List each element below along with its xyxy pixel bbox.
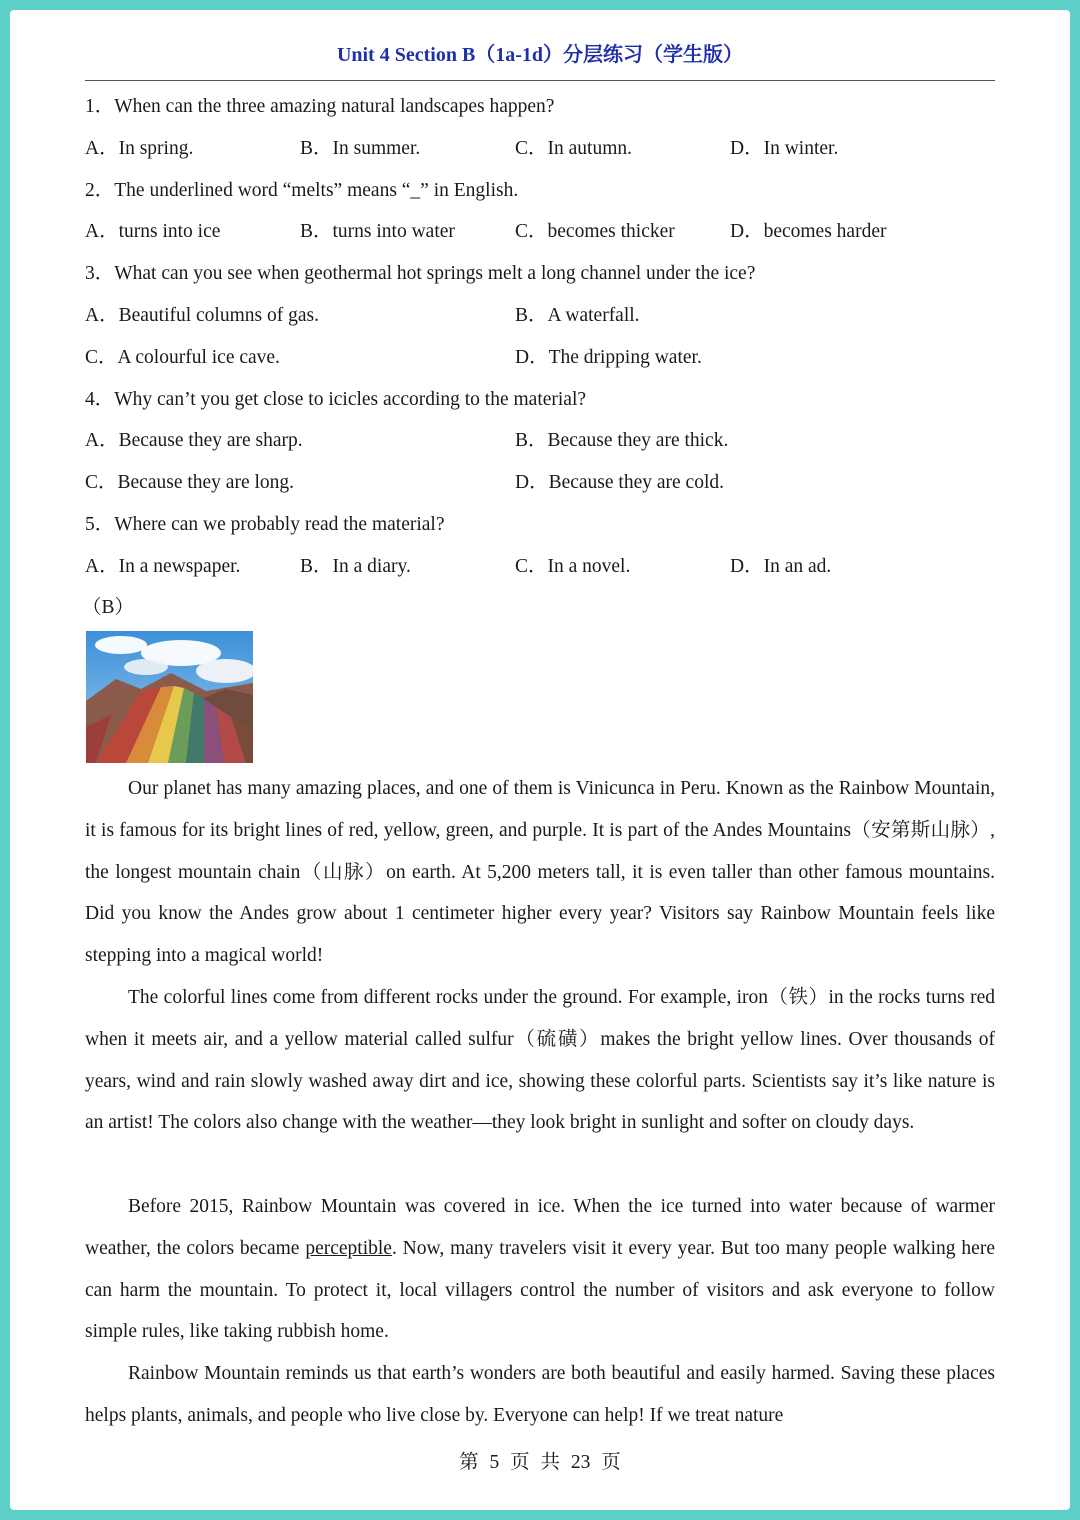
option-b: B．In summer. <box>300 138 421 159</box>
question-4-stem: 4．Why can’t you get close to icicles according to the material? <box>85 389 587 410</box>
option-a: A．Because they are sharp. <box>85 430 303 451</box>
section-label: （B） <box>82 597 135 618</box>
option-c: C．A colourful ice cave. <box>85 347 280 368</box>
option-a: A．In a newspaper. <box>85 556 241 577</box>
question-1-stem: 1．When can the three amazing natural landscapes happen? <box>85 96 555 117</box>
page-header-title: Unit 4 Section B（1a-1d）分层练习（学生版） <box>336 44 744 66</box>
option-c: C．Because they are long. <box>85 472 295 493</box>
option-b: B．turns into water <box>300 221 455 242</box>
header-divider <box>85 80 995 81</box>
option-c: C．In autumn. <box>515 138 632 159</box>
paragraph-3-text-after: . Now, many travelers visit it every year. But too many people walking here can harm the mountain. To protect it, local villagers control the number of visitors and ask everyone to follow simple rules, like taking rubbish home. <box>85 1237 995 1343</box>
option-c: C．In a novel. <box>515 556 631 577</box>
option-d: D．becomes harder <box>730 221 887 242</box>
option-b: B．Because they are thick. <box>515 430 729 451</box>
rainbow-mountain-photo <box>86 631 253 763</box>
option-d: D．In an ad. <box>730 556 832 577</box>
passage-paragraph-2: The colorful lines come from different rocks under the ground. For example, iron（铁）in the rocks turns red when it meets air, and a yellow material called sulfur（硫磺）makes the bright yellow lines. Over thousands of years, wind and rain slowly washed away dirt and ice, showing these colorful parts. Scientists say it’s like nature is an artist! The colors also change with the weather—they look bright in sunlight and softer on cloudy days. <box>85 987 995 1134</box>
option-b: B．In a diary. <box>300 556 411 577</box>
passage-paragraph-3 <box>85 1186 995 1353</box>
question-5-stem: 5．Where can we probably read the material? <box>85 514 445 535</box>
option-a: A．In spring. <box>85 138 194 159</box>
passage-paragraph-4: Rainbow Mountain reminds us that earth’s wonders are both beautiful and easily harmed. Saving these places helps plants, animals, and people who live close by. Everyone can help! If we treat nature <box>85 1363 995 1426</box>
option-b: B．A waterfall. <box>515 305 640 326</box>
page-number-footer: 第 5 页 共 23 页 <box>459 1452 621 1473</box>
option-d: D．In winter. <box>730 138 839 159</box>
question-3-stem: 3．What can you see when geothermal hot springs melt a long channel under the ice? <box>85 263 756 284</box>
passage-paragraph-1: Our planet has many amazing places, and one of them is Vinicunca in Peru. Known as the Rainbow Mountain, it is famous for its bright lines of red, yellow, green, and purple. It is part of the Andes Mountains（安第斯山脉）, the longest mountain chain（山脉）on earth. At 5,200 meters tall, it is even taller than other famous mountains. Did you know the Andes grow about 1 centimeter higher every year? Visitors say Rainbow Mountain feels like stepping into a magical world! <box>85 778 995 967</box>
paragraph-3-text-before: Before 2015, Rainbow Mountain was covered in ice. When the ice turned into water because of warmer weather, the colors became <box>85 1196 995 1259</box>
question-2-stem: 2．The underlined word “melts” means “_” in English. <box>85 180 519 201</box>
option-d: D．The dripping water. <box>515 347 702 368</box>
underlined-word-perceptible: perceptible <box>305 1237 392 1259</box>
option-a: A．turns into ice <box>85 221 221 242</box>
option-d: D．Because they are cold. <box>515 472 724 493</box>
option-c: C．becomes thicker <box>515 221 675 242</box>
document-page <box>10 10 1070 1510</box>
option-a: A．Beautiful columns of gas. <box>85 305 319 326</box>
